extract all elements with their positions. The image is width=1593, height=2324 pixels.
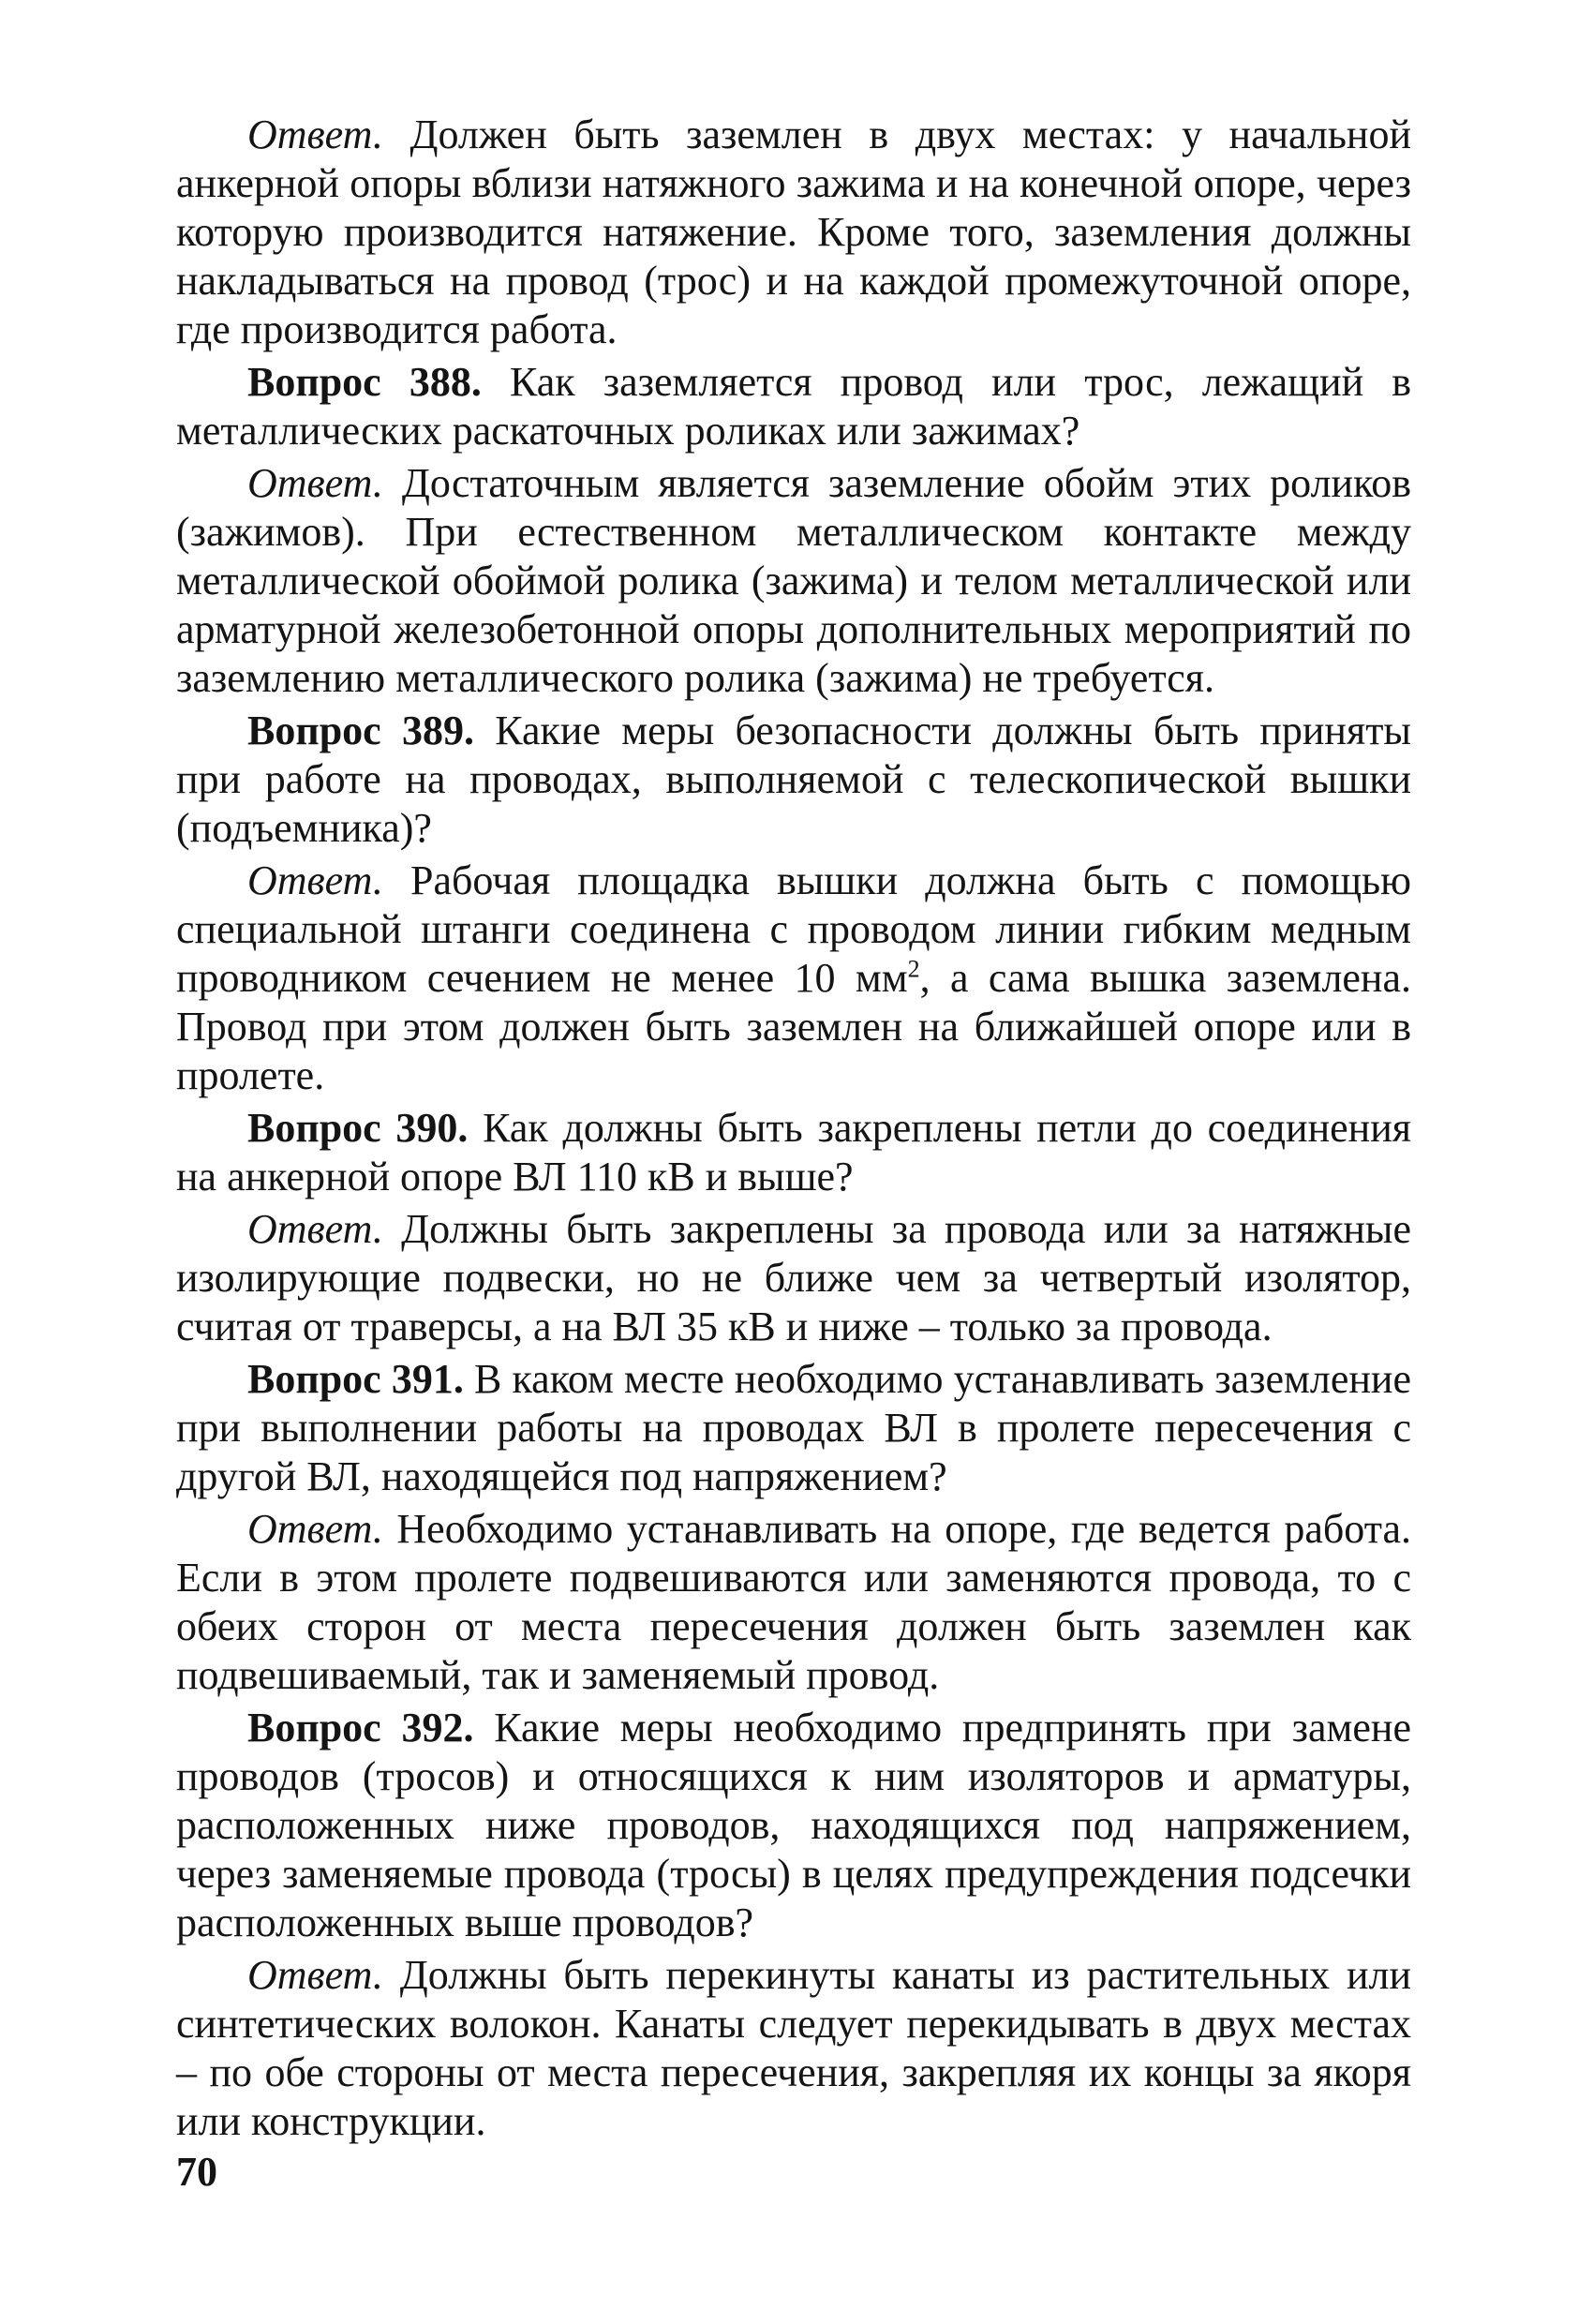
answer-text: Рабочая площадка вышки должна быть с помощью специальной штанги соединена с проводом линии гибким медным проводником сечением не менее 10 мм [176, 857, 1411, 1001]
answer-text: Необходимо устанавливать на опоре, где ведется работа. Если в этом пролете подвешиваются или заменяются провода, то с обеих сторон от места пересечения должен быть заземлен как подвешиваемый, так и заменяемый провод. [176, 1506, 1411, 1698]
answer-lead: Ответ. [247, 112, 383, 157]
answer-lead: Ответ. [247, 1506, 383, 1552]
page-number: 70 [176, 2149, 217, 2195]
answer-text-continued: , а сама вышка заземлена. Провод при этом должен быть заземлен на ближайшей опоре или в пролете. [176, 955, 1412, 1098]
answer-lead: Ответ. [247, 857, 383, 903]
question-lead: Вопрос 392. [247, 1705, 474, 1750]
question-paragraph [176, 1704, 1411, 1947]
answer-lead: Ответ. [247, 460, 383, 506]
answer-paragraph [176, 1505, 1411, 1700]
answer-text: Должны быть перекинуты канаты из растительных или синтетических волокон. Канаты следует перекидывать в двух местах – по обе стороны от места пересечения, закрепляя их концы за якоря или конструкции. [176, 1952, 1411, 2144]
answer-text: Достаточным является заземление обойм этих роликов (зажимов). При естественном металлическом контакте между металлической обоймой ролика (зажима) и телом металлической или арматурной железобетонной опоры дополнительных мероприятий по заземлению металлического ролика (зажима) не требуется. [176, 460, 1411, 701]
question-lead: Вопрос 388. [247, 359, 482, 405]
question-paragraph [176, 707, 1411, 853]
answer-paragraph [176, 1205, 1411, 1351]
question-paragraph [176, 1355, 1411, 1501]
answer-paragraph [176, 111, 1411, 354]
question-paragraph [176, 1104, 1411, 1201]
page-body [176, 111, 1411, 2146]
question-lead: Вопрос 391. [247, 1356, 464, 1402]
answer-lead: Ответ. [247, 1952, 383, 1998]
question-text: Какие меры безопасности должны быть приняты при работе на проводах, выполняемой с телескопической вышки (подъемника)? [176, 708, 1411, 851]
question-text: В каком месте необходимо устанавливать заземление при выполнении работы на проводах ВЛ в пролете пересечения с другой ВЛ, находящейся под напряжением? [176, 1356, 1412, 1499]
question-paragraph [176, 358, 1411, 455]
answer-paragraph [176, 459, 1411, 703]
answer-paragraph [176, 857, 1411, 1100]
question-text: Какие меры необходимо предпринять при замене проводов (тросов) и относящихся к ним изоляторов и арматуры, расположенных ниже проводов, находящихся под напряжением, через заменяемые провода (тросы) в целях предупреждения подсечки расположенных выше проводов? [176, 1705, 1411, 1945]
question-text: Как должны быть закреплены петли до соединения на анкерной опоре ВЛ 110 кВ и выше? [176, 1105, 1412, 1199]
answer-paragraph [176, 1951, 1411, 2146]
question-text: Как заземляется провод или трос, лежащий в металлических раскаточных роликах или зажимах? [176, 359, 1412, 454]
question-lead: Вопрос 390. [247, 1105, 469, 1151]
answer-text: Должны быть закреплены за провода или за натяжные изолирующие подвески, но не ближе чем за четвертый изолятор, считая от траверсы, а на ВЛ 35 кВ и ниже – только за провода. [176, 1206, 1411, 1349]
superscript: 2 [907, 955, 920, 983]
answer-lead: Ответ. [247, 1206, 383, 1252]
question-lead: Вопрос 389. [247, 708, 474, 753]
answer-text: Должен быть заземлен в двух местах: у начальной анкерной опоры вблизи натяжного зажима и на конечной опоре, через которую производится натяжение. Кроме того, заземления должны накладываться на провод (трос) и на каждой промежуточной опоре, где производится работа. [176, 112, 1411, 352]
